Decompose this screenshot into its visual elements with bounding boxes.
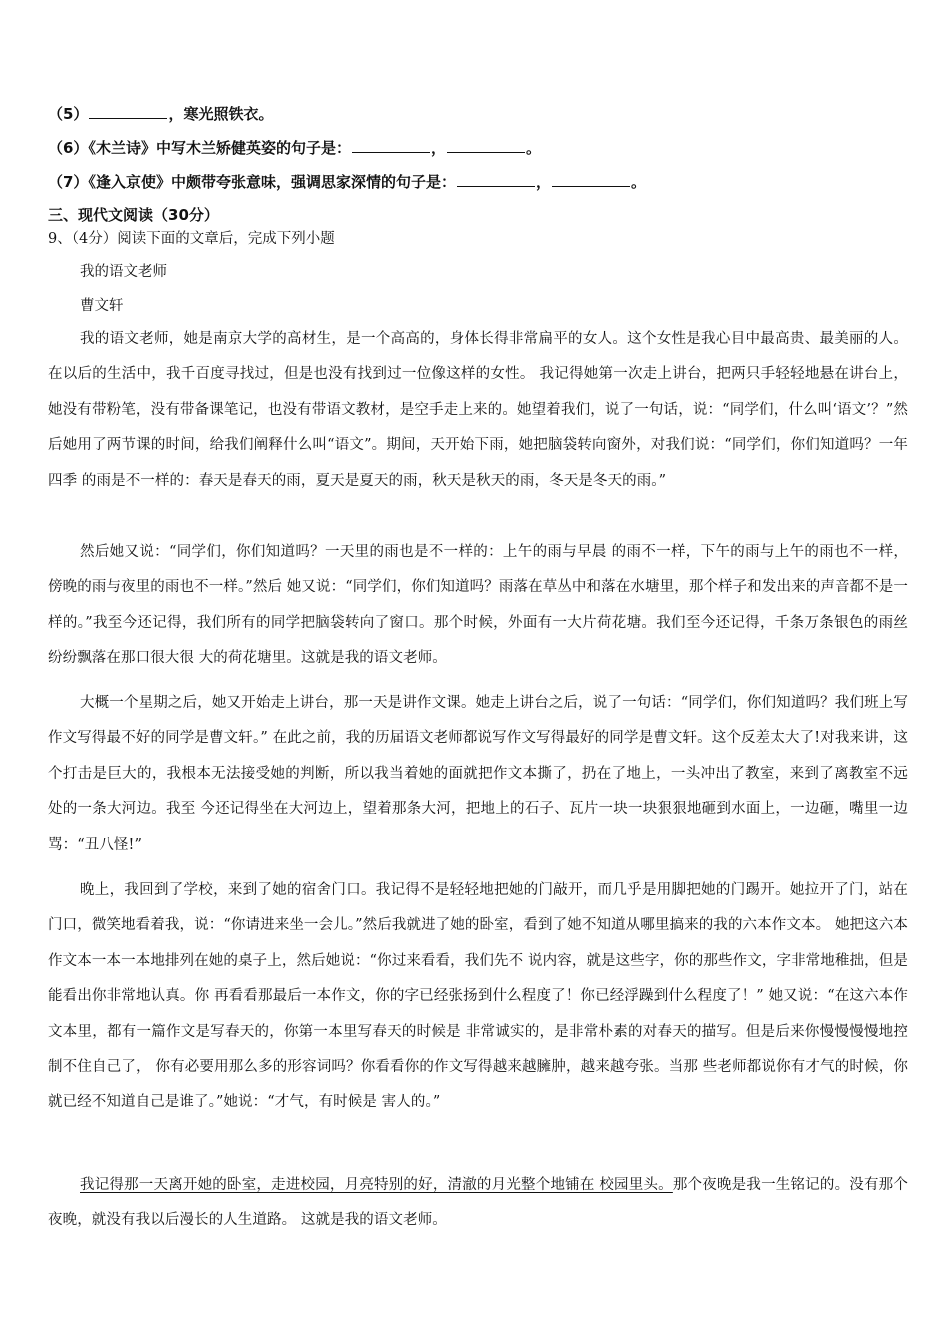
article-paragraph-4: 晚上，我回到了学校，来到了她的宿舍门口。我记得不是轻轻地把她的门敲开，而几乎是用脚把她的门踢开。她拉开了门，站在门口，微笑地看着我，说：“你请进来坐一会儿。”然后我就进了她的卧室，看到了她不知道从哪里搞来的我的六本作文本。 她把这六本作文本一本一本地排列在她的桌子上，然后她说：“你过来看看，我们先不 说内容，就是这些字，你的那些作文，字非常地稚拙，但是能看出你非常地认真。你 再看看那最后一本作文，你的字已经张扬到什么程度了！你已经浮躁到什么程度了！” 她又说：“在这六本作文本里，都有一篇作文是写春天的，你第一本里写春天的时候是 非常诚实的，是非常朴素的对春天的描写。但是后来你慢慢慢慢地控制不住自己了， 你有必要用那么多的形容词吗？你看看你的作文写得越来越臃肿，越来越夸张。当那 些老师都说你有才气的时候，你就已经不知道自己是谁了。”她说：“才气，有时候是 害人的。” [48, 882, 908, 1111]
article-paragraph-5 [48, 1168, 908, 1239]
question-7-text: 《逢入京使》中颇带夸张意味，强调思家深情的句子是： [88, 173, 456, 191]
section-title: 三、现代文阅读（30分） [48, 206, 219, 224]
article-paragraph-3: 大概一个星期之后，她又开始走上讲台，那一天是讲作文课。她走上讲台之后，说了一句话：“同学们，你们知道吗？我们班上写作文写得最不好的同学是曹文轩。” 在此之前，我的历届语文老师都说写作文写得最好的同学是曹文轩。这个反差太大了!对我来讲，这个打击是巨大的，我根本无法接受她的判断，所以我当着她的面就把作文本撕了，扔在了地上，一头冲出了教室，来到了离教室不远处的一条大河边。我至 今还记得坐在大河边上，望着那条大河，把地上的石子、瓦片一块一块狠狠地砸到水面上，一边砸，嘴里一边骂：“丑八怪!” [48, 695, 908, 853]
underlined-sentence: 我记得那一天离开她的卧室，走进校园，月亮特别的好，清澈的月光整个地铺在 校园里头。 [80, 1177, 673, 1193]
article-author: 曹文轩 [80, 298, 124, 314]
question-6-number: （6） [48, 139, 89, 157]
question-5-text: ，寒光照铁衣。 [168, 105, 274, 123]
answer-blank-7b[interactable] [552, 172, 630, 187]
question-6-text: 《木兰诗》中写木兰矫健英姿的句子是： [88, 139, 351, 157]
question-7-comma: ， [535, 173, 551, 191]
article-paragraph-2: 然后她又说：“同学们，你们知道吗？一天里的雨也是不一样的：上午的雨与早晨 的雨不一样，下午的雨与上午的雨也不一样，傍晚的雨与夜里的雨也不一样。”然后 她又说：“同学们，你们知道吗？雨落在草丛中和落在水塘里，那个样子和发出来的声音都不是一样的。”我至今还记得，我们所有的同学把脑袋转向了窗口。那个时候，外面有一大片荷花塘。我们至今还记得，千条万条银色的雨丝纷纷飘落在那口很大很 大的荷花塘里。这就是我的语文老师。 [48, 544, 908, 667]
question-7-number: （7） [48, 173, 89, 191]
question-6-comma: ， [430, 139, 446, 157]
question-7 [48, 172, 646, 192]
question-5-number: （5） [48, 105, 89, 123]
paragraph-5-rest: 那个夜晚是我一生铭记的。没有那个夜晚，就没有我以后漫长的人生道路。 这就是我的语文老师。 [48, 1177, 908, 1229]
question-6-end: 。 [525, 139, 541, 157]
article-paragraph-1: 我的语文老师，她是南京大学的高材生，是一个高高的，身体长得非常扁平的女人。这个女性是我心目中最高贵、最美丽的人。在以后的生活中，我千百度寻找过，但是也没有找到过一位像这样的女性。 我记得她第一次走上讲台，把两只手轻轻地悬在讲台上，她没有带粉笔，没有带备课笔记，也没有带语文教材，是空手走上来的。她望着我们，说了一句话，说：“同学们，什么叫‘语文’？”然后她用了两节课的时间，给我们阐释什么叫“语文”。期间，天开始下雨，她把脑袋转向窗外，对我们说：“同学们，你们知道吗？一年四季 的雨是不一样的：春天是春天的雨，夏天是夏天的雨，秋天是秋天的雨，冬天是冬天的雨。” [48, 331, 908, 489]
question-7-end: 。 [630, 173, 646, 191]
question-6 [48, 138, 541, 158]
answer-blank-6b[interactable] [447, 138, 525, 153]
answer-blank-7a[interactable] [457, 172, 535, 187]
question-5 [48, 104, 273, 124]
question-9-intro: 9、（4分）阅读下面的文章后，完成下列小题 [48, 231, 335, 247]
article-title: 我的语文老师 [80, 264, 167, 280]
answer-blank-6a[interactable] [352, 138, 430, 153]
answer-blank-5[interactable] [89, 104, 167, 119]
